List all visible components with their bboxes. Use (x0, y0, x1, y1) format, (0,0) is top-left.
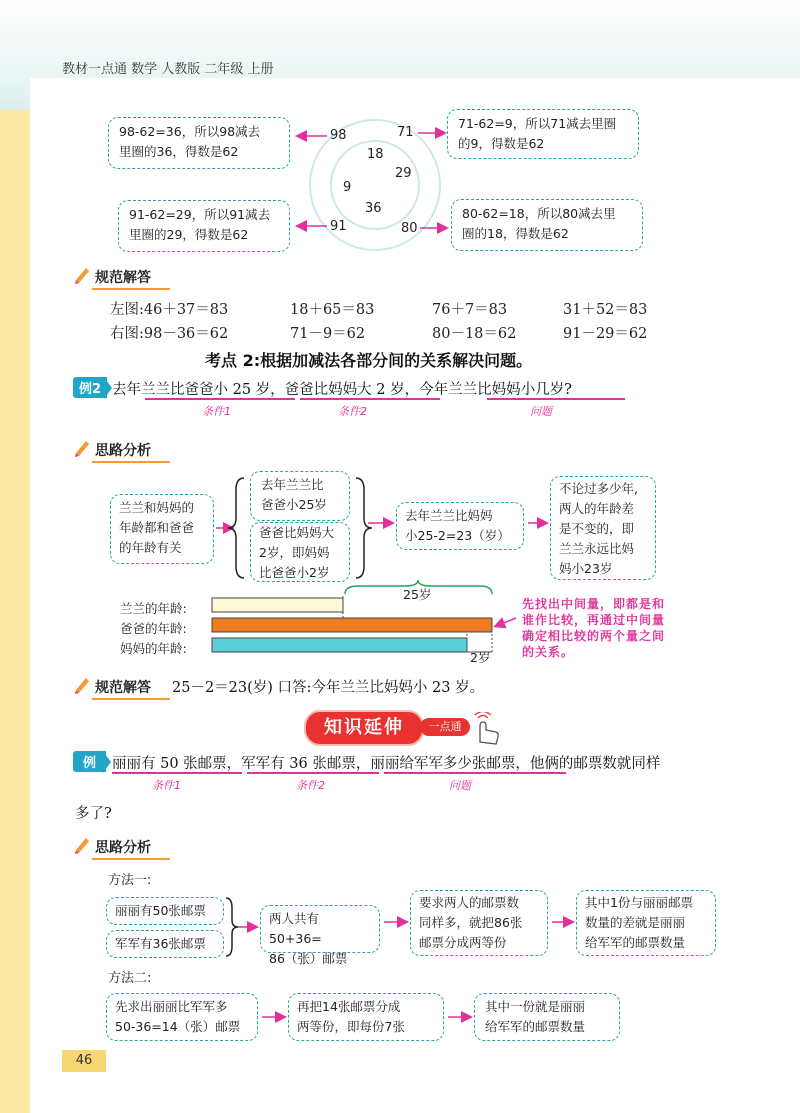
section-heading-analysis: 思路分析 (95, 443, 151, 459)
underline-condition1 (112, 772, 242, 774)
bar-label-mama: 妈妈的年龄: (120, 641, 187, 656)
heading-underline (92, 461, 170, 463)
explain-box-bottom-left: 91-62=29，所以91减去 里圈的29，得数是62 (118, 200, 290, 252)
bar-mama (212, 638, 467, 652)
example-tag-tail (103, 751, 111, 773)
bar-diff-label: 25岁 (403, 587, 432, 602)
method2-label: 方法二: (108, 971, 152, 986)
method1-box-answer: 其中1份与丽丽邮票 数量的差就是丽丽 给军军的邮票数量 (576, 890, 716, 956)
note-arrow (490, 608, 520, 638)
eq-left-4: 31＋52＝83 (563, 302, 648, 318)
underline-question (384, 772, 566, 774)
label-condition2: 条件2 (296, 779, 325, 792)
outer-number-top-left: 98 (330, 128, 347, 143)
heading-underline (92, 698, 170, 700)
inner-number-left: 9 (343, 180, 352, 195)
eq-right-2: 71－9＝62 (290, 326, 366, 342)
kaodian-title: 考点 2:根据加减法各部分间的关系解决问题。 (205, 351, 533, 370)
hand-pointer-icon (470, 712, 504, 746)
eq-right-4: 91－29＝62 (563, 326, 648, 342)
pencil-icon (72, 264, 92, 284)
example2-question: 去年兰兰比爸爸小 25 岁，爸爸比妈妈大 2 岁，今年兰兰比妈妈小几岁? (112, 382, 572, 398)
underline-question (487, 398, 625, 400)
bar-note: 先找出中间量，即都是和 谁作比较，再通过中间量 确定相比较的两个量之间 的关系。 (522, 597, 666, 659)
pencil-icon (72, 834, 92, 854)
answer-text: 25－2＝23(岁) 口答:今年兰兰比妈妈小 23 岁。 (172, 680, 485, 696)
page-number: 46 (62, 1050, 106, 1072)
method1-box-lili: 丽丽有50张邮票 (106, 897, 224, 925)
age-bars (200, 580, 510, 664)
bar-baba (212, 618, 492, 632)
eq-left-1: 左图:46＋37＝83 (110, 302, 229, 318)
method1-label: 方法一: (108, 873, 152, 888)
heading-underline (92, 288, 170, 290)
section-heading-answer: 规范解答 (95, 270, 151, 286)
pencil-icon (72, 674, 92, 694)
eq-left-2: 18＋65＝83 (290, 302, 375, 318)
example3-question-line2: 多了? (75, 806, 112, 822)
underline-condition2 (247, 772, 379, 774)
label-question: 问题 (449, 779, 471, 792)
extension-title: 知识延伸 (304, 710, 424, 746)
method1-box-split: 要求两人的邮票数 同样多，就把86张 邮票分成两等份 (410, 890, 548, 956)
method1-box-junjun: 军军有36张邮票 (106, 930, 224, 958)
inner-number-right: 29 (395, 166, 412, 181)
eq-right-3: 80－18＝62 (432, 326, 517, 342)
method1-box-total: 两人共有50+36= 86（张）邮票 (260, 905, 380, 953)
example-tag-tail (104, 377, 112, 399)
eq-right-1: 右图:98－36＝62 (110, 326, 229, 342)
book-header: 教材一点通 数学 人教版 二年级 上册 (62, 62, 274, 77)
method2-box-answer: 其中一份就是丽丽 给军军的邮票数量 (474, 993, 620, 1041)
bar-label-baba: 爸爸的年龄: (120, 621, 187, 636)
label-question: 问题 (530, 405, 552, 418)
explain-box-top-left: 98-62=36，所以98减去 里圈的36，得数是62 (108, 117, 290, 169)
analysis-box-result: 去年兰兰比妈妈 小25-2=23（岁） (396, 502, 524, 550)
analysis-box-left: 兰兰和妈妈的 年龄都和爸爸 的年龄有关 (110, 494, 214, 564)
label-condition2: 条件2 (338, 405, 367, 418)
example-tag: 例2 (73, 377, 107, 398)
method2-box-split: 再把14张邮票分成 两等份，即每份7张 (288, 993, 444, 1041)
bar-lanlan (212, 598, 343, 612)
extension-subtitle: 一点通 (420, 718, 470, 736)
bar-small-label: 2岁 (470, 650, 491, 665)
outer-number-bottom-left: 91 (330, 219, 347, 234)
section-heading-analysis: 思路分析 (95, 840, 151, 856)
label-condition1: 条件1 (202, 405, 231, 418)
example-tag: 例 (73, 751, 106, 772)
label-condition1: 条件1 (152, 779, 181, 792)
inner-number-bottom: 36 (365, 201, 382, 216)
explain-box-top-right: 71-62=9，所以71减去里圈 的9，得数是62 (447, 109, 639, 159)
underline-condition1 (145, 398, 295, 400)
method2-box-diff: 先求出丽丽比军军多 50-36=14（张）邮票 (106, 993, 258, 1041)
inner-number-top: 18 (367, 147, 384, 162)
pencil-icon (72, 437, 92, 457)
bar-label-lanlan: 兰兰的年龄: (120, 601, 187, 616)
heading-underline (92, 858, 170, 860)
example3-question-line1: 丽丽有 50 张邮票，军军有 36 张邮票，丽丽给军军多少张邮票，他俩的邮票数就同样 (112, 756, 661, 772)
section-heading-answer: 规范解答 (95, 680, 151, 696)
analysis-box-condition2: 爸爸比妈妈大 2岁，即妈妈 比爸爸小2岁 (250, 522, 350, 582)
explain-box-bottom-right: 80-62=18，所以80减去里 圈的18，得数是62 (451, 199, 643, 251)
underline-condition2 (300, 398, 440, 400)
outer-number-top-right: 71 (397, 125, 414, 140)
analysis-box-condition1: 去年兰兰比 爸爸小25岁 (250, 471, 350, 521)
outer-number-bottom-right: 80 (401, 221, 418, 236)
eq-left-3: 76＋7＝83 (432, 302, 508, 318)
analysis-box-final: 不论过多少年, 两人的年龄差 是不变的，即 兰兰永远比妈 妈小23岁 (550, 476, 656, 580)
